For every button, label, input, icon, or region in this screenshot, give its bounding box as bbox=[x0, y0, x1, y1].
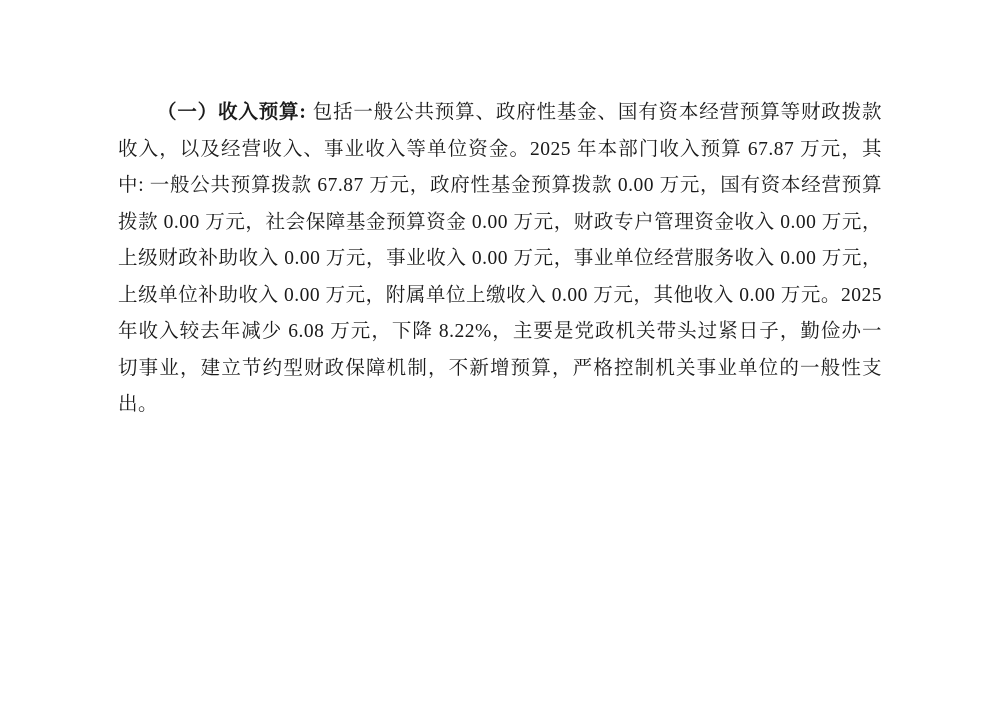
paragraph-text: 包括一般公共预算、政府性基金、国有资本经营预算等财政拨款收入，以及经营收入、事业收入等单位资金。2025 年本部门收入预算 67.87 万元，其中: 一般公共预算拨款 67.87 万元，政府性基金预算拨款 0.00 万元，国有资本经营预算拨款 0.00 万元，社会保障基金预算资金 0.00 万元，财政专户管理资金收入 0.00 万元，上级财政补助收入 0.00 万元，事业收入 0.00 万元，事业单位经营服务收入 0.00 万元，上级单位补助收入 0.00 万元，附属单位上缴收入 0.00 万元，其他收入 0.00 万元。2025 年收入较去年减少 6.08 万元，下降 8.22%，主要是党政机关带头过紧日子，勤俭办一切事业，建立节约型财政保障机制，不新增预算，严格控制机关事业单位的一般性支出。 bbox=[118, 102, 882, 415]
budget-paragraph bbox=[118, 95, 882, 424]
section-heading: （一）收入预算: bbox=[157, 102, 307, 123]
budget-text-block bbox=[118, 95, 882, 424]
